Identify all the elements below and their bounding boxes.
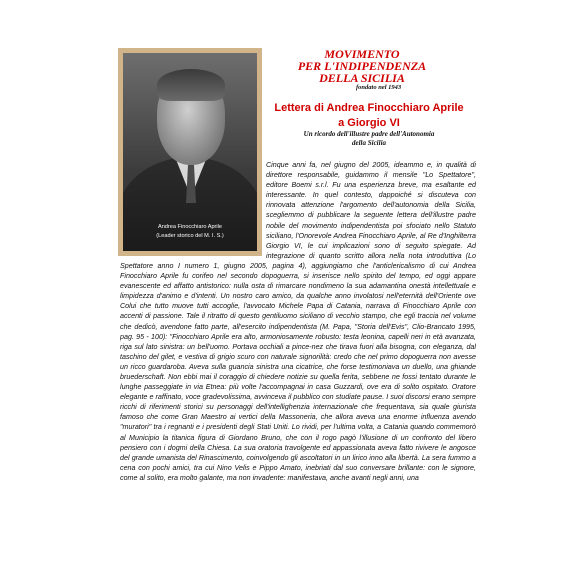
movement-title: MOVIMENTO PER L'INDIPENDENZA DELLA SICILIA	[297, 47, 427, 85]
photo-caption-role: (Leader storico del M. I. S.)	[156, 233, 224, 239]
founded-note: fondato nel 1943	[356, 84, 402, 91]
article-body	[120, 160, 476, 568]
photo-caption-name: Andrea Finocchiaro Aprile	[157, 224, 223, 230]
article-title: Lettera di Andrea Finocchiaro Aprile a Giorgio VI	[274, 102, 464, 129]
article-body-text: Cinque anni fa, nel giugno del 2005, ideammo e, in qualità di direttore responsabile, guidammo il mensile "Lo Spettatore", editore Boemi s.r.l. Fu una esperienza breve, ma esaltante ed interessante. In quel contesto, dappoiché si discuteva con rinnovata attenzione l'argomento dell'autonomia della Sicilia, scegliemmo di pubblicare la seguente lettera dell'illustre padre nobile del movimento indipendentista poi sfociato nello Statuto siciliano, l'Onorevole Andrea Finocchiaro Aprile, al Re d'Inghilterra Giorgio VI, le cui implicazioni sono di seguito spiegate. Ad integrazione di quanto scritto allora nella nota introduttiva (Lo Spettatore anno I numero 1, giugno 2005, pagina 4), aggiungiamo che l'anticlericalismo di cui Andrea Finocchiaro Aprile fu corifeo nel secondo dopoguerra, si inserisce nello spirito del tempo, ed oggi appare evanescente ed affatto antistorico: nulla osta di rimarcare nondimeno la sua adamantina onestà intellettuale e limpidezza d'animo e d'intenti. Un nostro caro amico, da qualche anno involatosi nell'eternità dell'Oriente ove Colui che tutto muove tutti accoglie, l'avvocato Michele Papa di Catania, narrava di Finocchiaro Aprile con accenti di passione. Tale il ritratto di questo gentiluomo siciliano di vecchio stampo, che egli traccia nel volume che dedicò, avendone fatto parte, all'esercito indipendentista (M. Papa, "Storia dell'Evis", Clio-Brancato 1995, pag. 95 - 100): "Finocchiaro Aprile era alto, armoniosamente robusto: testa leonina, capelli neri in età avanzata, riga sul lato sinistra: un bell'uomo. Portava occhiali a pince-nez che tirava fuori alla bisogna, con eleganza, dal taschino del gilet, e vestiva di grigio scuro con naturale signorilità: credo che nel primo dopoguerra non avesse un ricco guardaroba. Aveva sulla guancia sinistra una cicatrice, che forse testimoniava un duello, una ghiande bruederschaft. Non ebbi mai il coraggio di chiedere notizie su quella ferita, sebbene ne fossi tentato durante le lunghe passeggiate in via Etnea: più volte l'accompagnai in casa Guzzardi, ove era di solito ospitato. Oratore elegante e raffinato, voce gradevolissima, avvinceva il pubblico con studiate pause. I suoi discorsi erano sempre ricchi di riferimenti storici su personaggi dell'intellighenzia internazionale che frequentava, sia quale giurista famoso che come Gran Maestro ai vertici della Massoneria, che allora aveva una enorme influenza avendo "muratori" tra i regnanti e i presidenti degli Stati Uniti. Lo rividi, per l'ultima volta, a Catania quando commemorò al Municipio la titanica figura di Giordano Bruno, che con il rogo pagò l'illusione di un confronto del libero pensiero con i dogmi della Chiesa. La sua oratoria travolgente ed appassionata aveva fatto rivivere le angosce del grande umanista del Rinascimento, coinvolgendo gli ascoltatori in un lirico inno alla libertà. La sera fummo a cena con pochi amici, tra cui Nino Velis e Pippo Amato, inebriati dal suo conversare brillante: con le signore, come al solito, era molto galante, ma non invadente: manifestava, anche avanti negli anni, una	[120, 161, 476, 482]
article-subtitle: Un ricordo dell'illustre padre dell'Autonomia della Sicilia	[303, 130, 435, 147]
